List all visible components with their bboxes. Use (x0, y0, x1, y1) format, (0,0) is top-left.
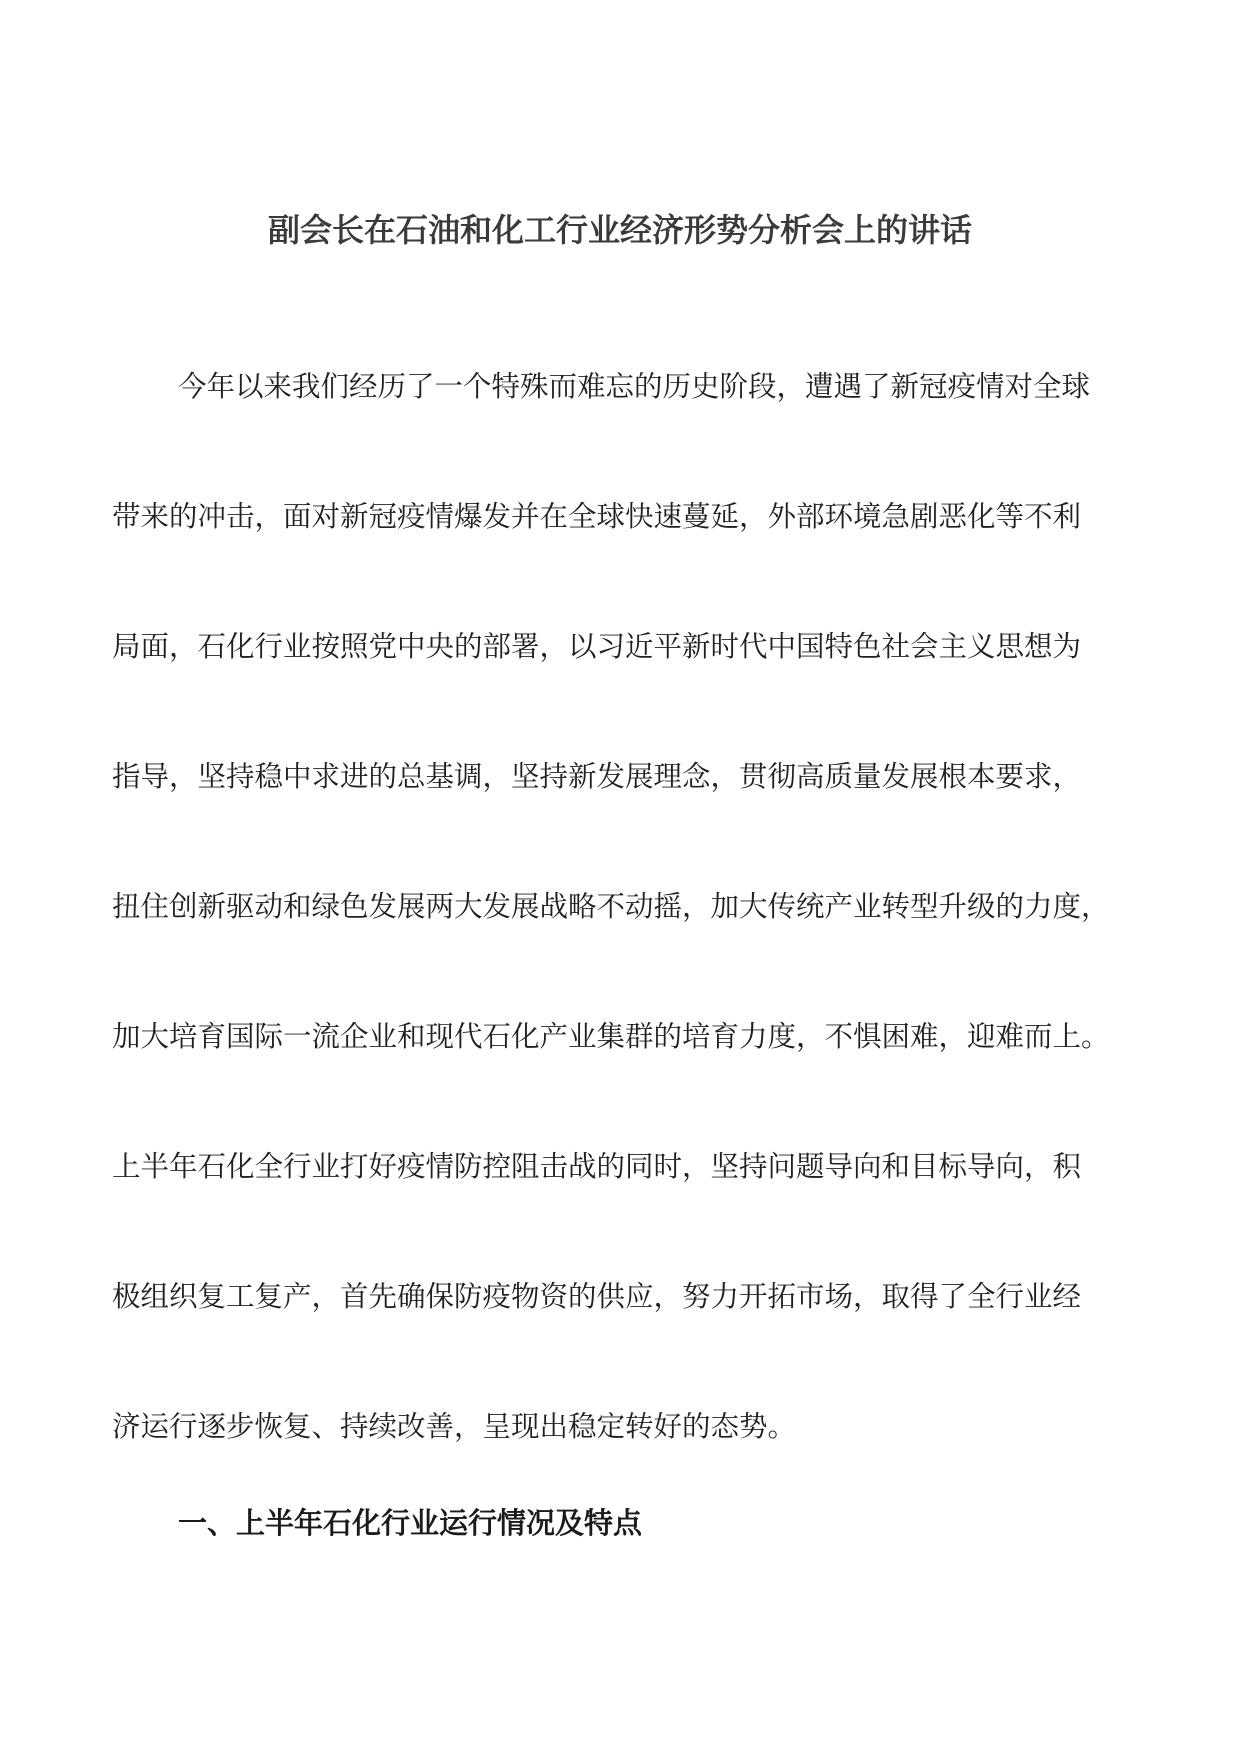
paragraph-line: 今年以来我们经历了一个特殊而难忘的历史阶段，遭遇了新冠疫情对全球 (178, 370, 1091, 403)
paragraph-line: 带来的冲击，面对新冠疫情爆发并在全球快速蔓延，外部环境急剧恶化等不利 (112, 500, 1082, 533)
paragraph-line: 上半年石化全行业打好疫情防控阻击战的同时，坚持问题导向和目标导向，积 (112, 1150, 1082, 1183)
paragraph-line: 指导，坚持稳中求进的总基调，坚持新发展理念，贯彻高质量发展根本要求， (112, 760, 1082, 793)
document-title: 副会长在石油和化工行业经济形势分析会上的讲话 (267, 211, 972, 249)
paragraph-line: 极组织复工复产，首先确保防疫物资的供应，努力开拓市场，取得了全行业经 (112, 1280, 1082, 1313)
body-paragraph (112, 322, 1147, 1492)
paragraph-line: 局面，石化行业按照党中央的部署，以习近平新时代中国特色社会主义思想为 (112, 630, 1082, 663)
paragraph-line: 加大培育国际一流企业和现代石化产业集群的培育力度，不惧困难，迎难而上。 (112, 1020, 1110, 1053)
paragraph-line: 扭住创新驱动和绿色发展两大发展战略不动摇，加大传统产业转型升级的力度， (112, 890, 1110, 923)
paragraph-line: 济运行逐步恢复、持续改善，呈现出稳定转好的态势。 (112, 1410, 797, 1443)
section-heading: 一、上半年石化行业运行情况及特点 (178, 1506, 643, 1540)
